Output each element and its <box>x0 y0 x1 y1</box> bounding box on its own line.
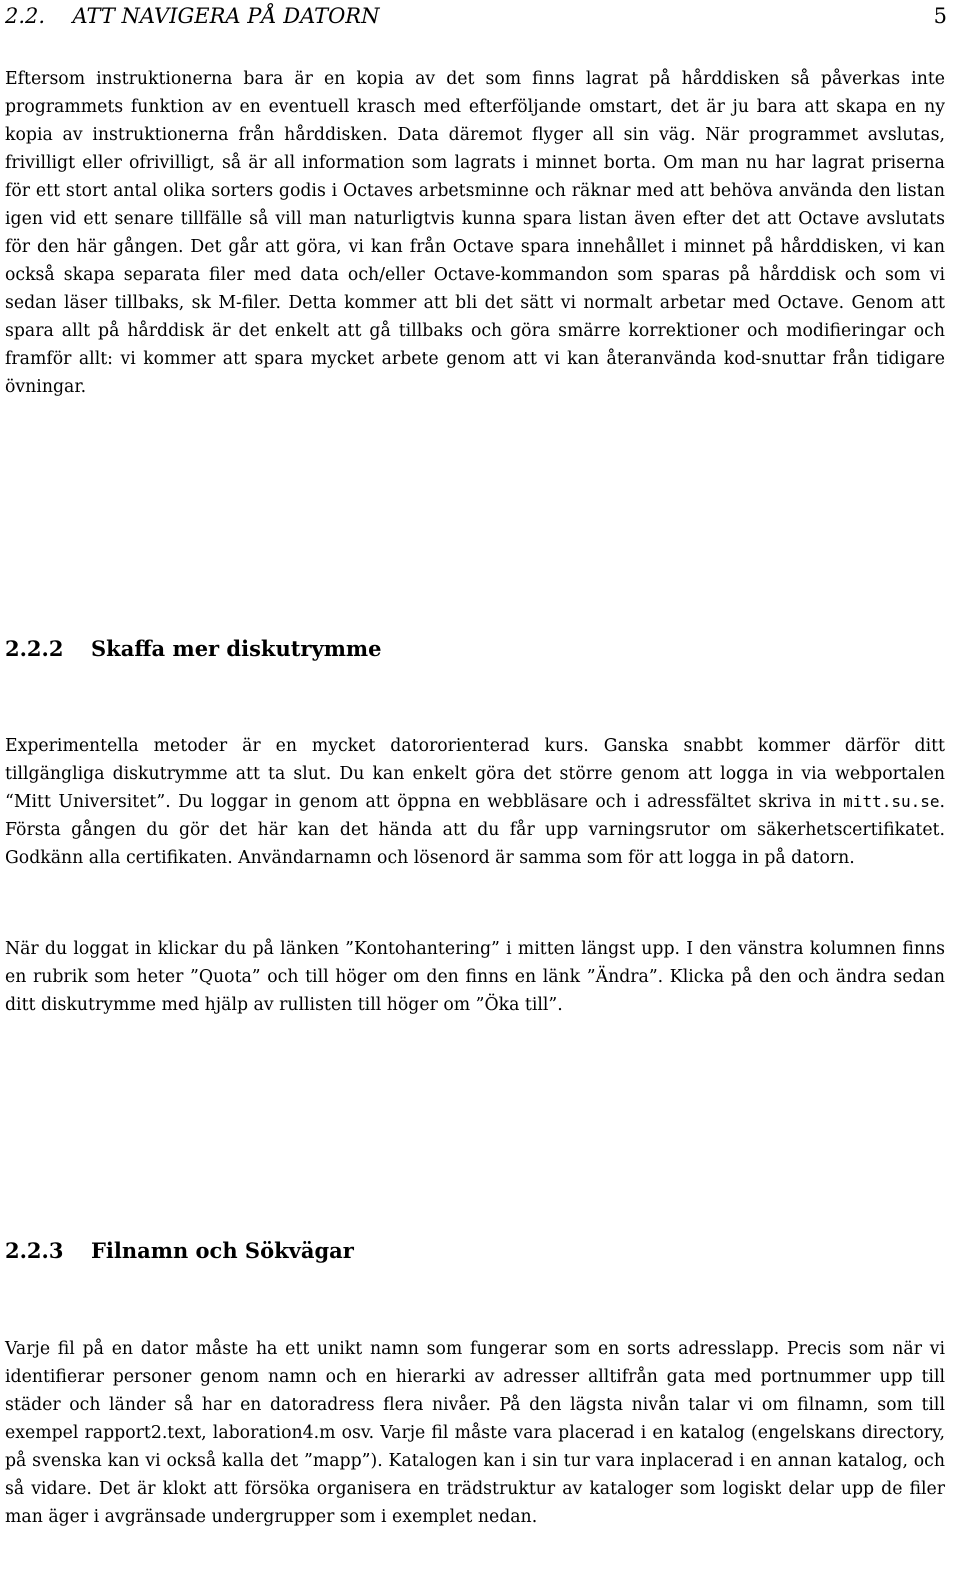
paragraph <box>5 732 945 872</box>
header-title: ATT NAVIGERA PÅ DATORN <box>72 4 380 28</box>
running-header <box>5 2 947 30</box>
paragraph: När du loggat in klickar du på länken ”Kontohantering” i mitten längst upp. I den vänstra kolumnen finns en rubrik som heter ”Quota” och till höger om den finns en länk ”Ändra”. Klicka på den och ändra sedan ditt diskutrymme med hjälp av rullisten till höger om ”Öka till”. <box>5 939 945 1015</box>
intro-paragraph-block <box>5 65 945 401</box>
section-2-2-2-paragraph-2 <box>5 935 945 1019</box>
section-heading-2-2-3 <box>5 1237 945 1265</box>
paragraph-text: . Första gången du gör det här kan det hända att du får upp varningsrutor om säkerhetscertifikatet. Godkänn alla certifikaten. Användarnamn och lösenord är samma som för att logga in på datorn. <box>5 792 945 868</box>
intro-paragraph: Eftersom instruktionerna bara är en kopia av det som finns lagrat på hårddisken så påverkas inte programmets funktion av en eventuell krasch med efterföljande omstart, det är ju bara att skapa en ny kopia av instruktionerna från hårddisken. Data däremot flyger all sin väg. När programmet avslutas, frivilligt eller ofrivilligt, så är all information som lagrats i minnet borta. Om man nu har lagrat priserna för ett stort antal olika sorters godis i Octaves arbetsminne och räknar med att behöva använda den listan igen vid ett senare tillfälle så vill man naturligtvis kunna spara listan även efter det att Octave avslutats för den här gången. Det går att göra, vi kan från Octave spara innehållet i minnet på hårddisken, vi kan också skapa separata filer med data och/eller Octave-kommandon som sparas på hårddisk och som vi sedan läser tillbaks, sk M-filer. Detta kommer att bli det sätt vi normalt arbetar med Octave. Genom att spara allt på hårddisk är det enkelt att gå tillbaks och göra smärre korrektioner och modifieringar och framför allt: vi kommer att spara mycket arbete genom att vi kan återanvända kod-snuttar från tidigare övningar. <box>5 69 945 397</box>
running-header-title <box>5 2 380 30</box>
paragraph-text: Experimentella metoder är en mycket datororienterad kurs. Ganska snabbt kommer därför ditt tillgängliga diskutrymme att ta slut. Du kan enkelt göra det större genom att logga in via webportalen “Mitt Universitet”. Du loggar in genom att öppna en webbläsare och i adressfältet skriva in <box>5 736 945 812</box>
section-number: 2.2.3 <box>5 1238 64 1263</box>
header-section-number: 2.2. <box>5 4 46 28</box>
section-heading-2-2-2 <box>5 635 945 663</box>
section-title: Skaffa mer diskutrymme <box>91 636 382 661</box>
section-2-2-3-paragraph-1 <box>5 1335 945 1531</box>
inline-code-url: mitt.su.se <box>843 792 940 811</box>
section-2-2-2-paragraph-1 <box>5 732 945 872</box>
paragraph: Varje fil på en dator måste ha ett unikt namn som fungerar som en sorts adresslapp. Precis som när vi identifierar personer genom namn och en hierarki av adresser alltifrån gata med portnummer upp till städer och länder så har en datoradress flera nivåer. På den lägsta nivån talar vi om filnamn, som till exempel rapport2.text, laboration4.m osv. Varje fil måste vara placerad i en katalog (engelskans directory, på svenska kan vi också kalla det ”mapp”). Katalogen kan i sin tur vara inplacerad i en annan katalog, och så vidare. Det är klokt att försöka organisera en trädstruktur av kataloger som logiskt delar upp de filer man äger i avgränsade undergrupper som i exemplet nedan. <box>5 1339 945 1527</box>
section-title: Filnamn och Sökvägar <box>91 1238 354 1263</box>
section-number: 2.2.2 <box>5 636 64 661</box>
page-number: 5 <box>933 4 947 28</box>
